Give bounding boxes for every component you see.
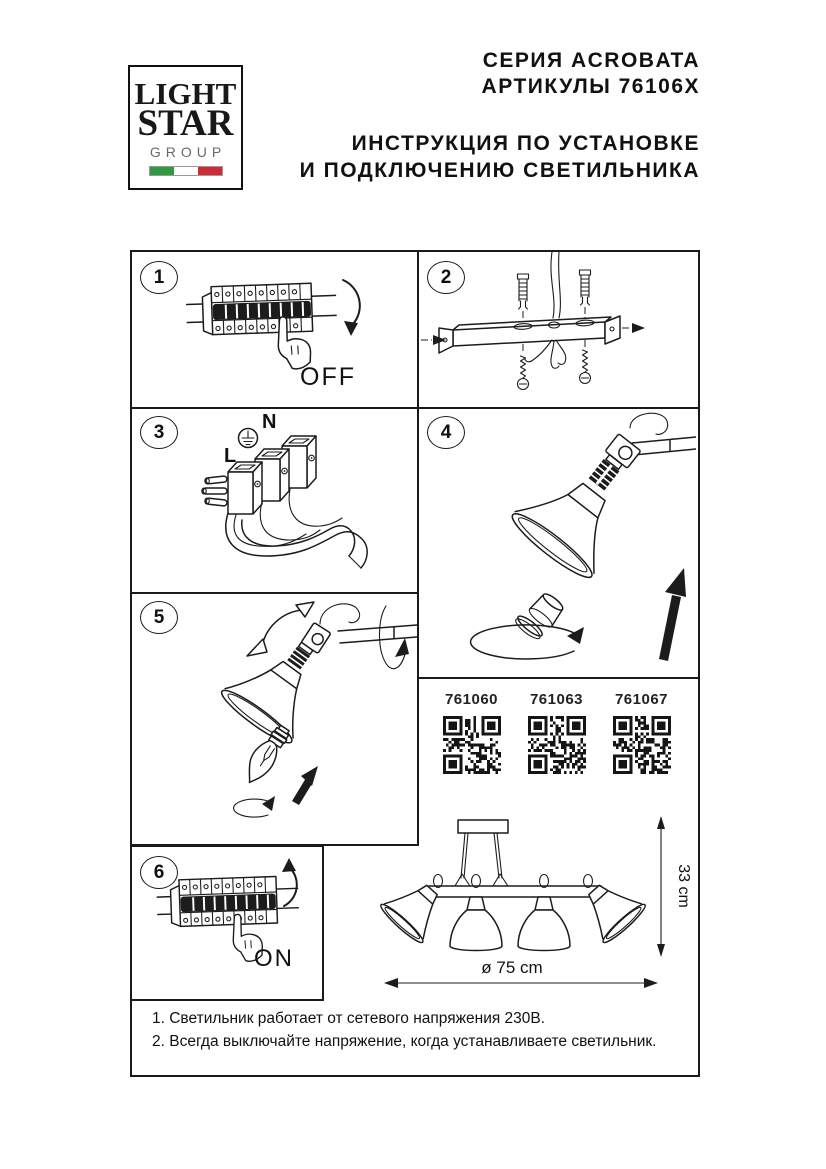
height-dimension	[657, 816, 692, 957]
neutral-label: N	[262, 411, 277, 433]
rotate-up-arrow-icon	[282, 858, 297, 906]
retaining-ring	[513, 613, 544, 641]
up-arrow-icon	[292, 766, 318, 805]
series-title: СЕРИЯ ACROBATA	[482, 49, 700, 72]
step-number-1: 1	[140, 261, 178, 294]
qr-code	[528, 716, 586, 774]
logo-group-text: GROUP	[149, 143, 227, 160]
ground-icon	[239, 429, 258, 448]
logo-star-text: STAR	[137, 102, 234, 144]
fixture-dimension-illustration	[372, 798, 696, 1008]
qr-item	[440, 691, 504, 815]
slide-arrow-right-icon	[622, 323, 645, 333]
qr-article-label: 761060	[444, 691, 499, 708]
line-label: L	[224, 445, 237, 467]
instruction-title-line1: ИНСТРУКЦИЯ ПО УСТАНОВКЕ	[351, 132, 700, 155]
step-number-3: 3	[140, 416, 178, 449]
arm-and-hinge	[589, 413, 696, 490]
ceiling-fixture	[378, 820, 649, 951]
shade	[573, 871, 648, 946]
dimension-height-label: 33 cm	[675, 864, 692, 908]
circuit-breaker	[186, 282, 337, 335]
terminal-blocks	[228, 436, 316, 514]
qr-item	[525, 691, 589, 815]
shade	[450, 897, 502, 951]
qr-code	[613, 716, 671, 774]
lightstar-logo	[128, 65, 243, 190]
flag-white-stripe	[174, 167, 198, 175]
flag-red-stripe	[198, 167, 222, 175]
shade	[518, 897, 570, 951]
footnotes	[152, 1007, 656, 1053]
qr-panel	[417, 676, 696, 815]
qr-article-label: 761063	[529, 691, 584, 708]
note-1: 1. Светильник работает от сетевого напряжения 230В.	[152, 1010, 546, 1027]
breaker-off-illustration	[140, 258, 408, 400]
circuit-breaker	[157, 876, 299, 927]
step-number-5: 5	[140, 601, 178, 634]
instruction-title	[300, 130, 700, 184]
socket-sleeve	[527, 590, 567, 630]
switch-band	[213, 301, 311, 320]
ceiling-wires	[525, 252, 566, 368]
step-number-4: 4	[427, 416, 465, 449]
wall-anchor-icon	[580, 270, 591, 305]
screw-icon	[580, 350, 591, 384]
mounting-bracket	[439, 316, 620, 353]
flag-green-stripe	[150, 167, 174, 175]
on-label: ON	[254, 945, 294, 972]
diameter-dimension	[384, 958, 658, 988]
wire-stubs	[202, 476, 227, 506]
qr-item	[610, 691, 674, 815]
off-label: OFF	[300, 363, 356, 391]
bracket-mounting-illustration	[419, 252, 696, 402]
dimension-diameter-label: ø 75 cm	[481, 958, 543, 977]
step-number-6: 6	[140, 856, 178, 889]
wiring-illustration	[140, 410, 410, 586]
qr-article-label: 761067	[614, 691, 669, 708]
breaker-on-illustration	[138, 854, 318, 996]
wall-anchor-icon	[518, 274, 529, 309]
italian-flag-icon	[149, 166, 223, 176]
lampshade-assembly-illustration	[418, 408, 696, 673]
logo-light-text: LIGHT	[134, 75, 237, 111]
note-2: 2. Всегда выключайте напряжение, когда устанавливаете светильник.	[152, 1033, 657, 1050]
qr-code	[443, 716, 501, 774]
up-arrow-icon	[659, 568, 686, 661]
step-number-2: 2	[427, 261, 465, 294]
document-header	[300, 48, 700, 184]
lampshade	[507, 461, 634, 584]
articles-title: АРТИКУЛЫ 76106X	[481, 75, 700, 98]
shade	[378, 871, 453, 946]
rotate-down-arrow-icon	[343, 280, 360, 336]
instruction-title-line2: И ПОДКЛЮЧЕНИЮ СВЕТИЛЬНИКА	[299, 159, 700, 182]
bulb-rotate-ellipse-icon	[234, 796, 275, 817]
